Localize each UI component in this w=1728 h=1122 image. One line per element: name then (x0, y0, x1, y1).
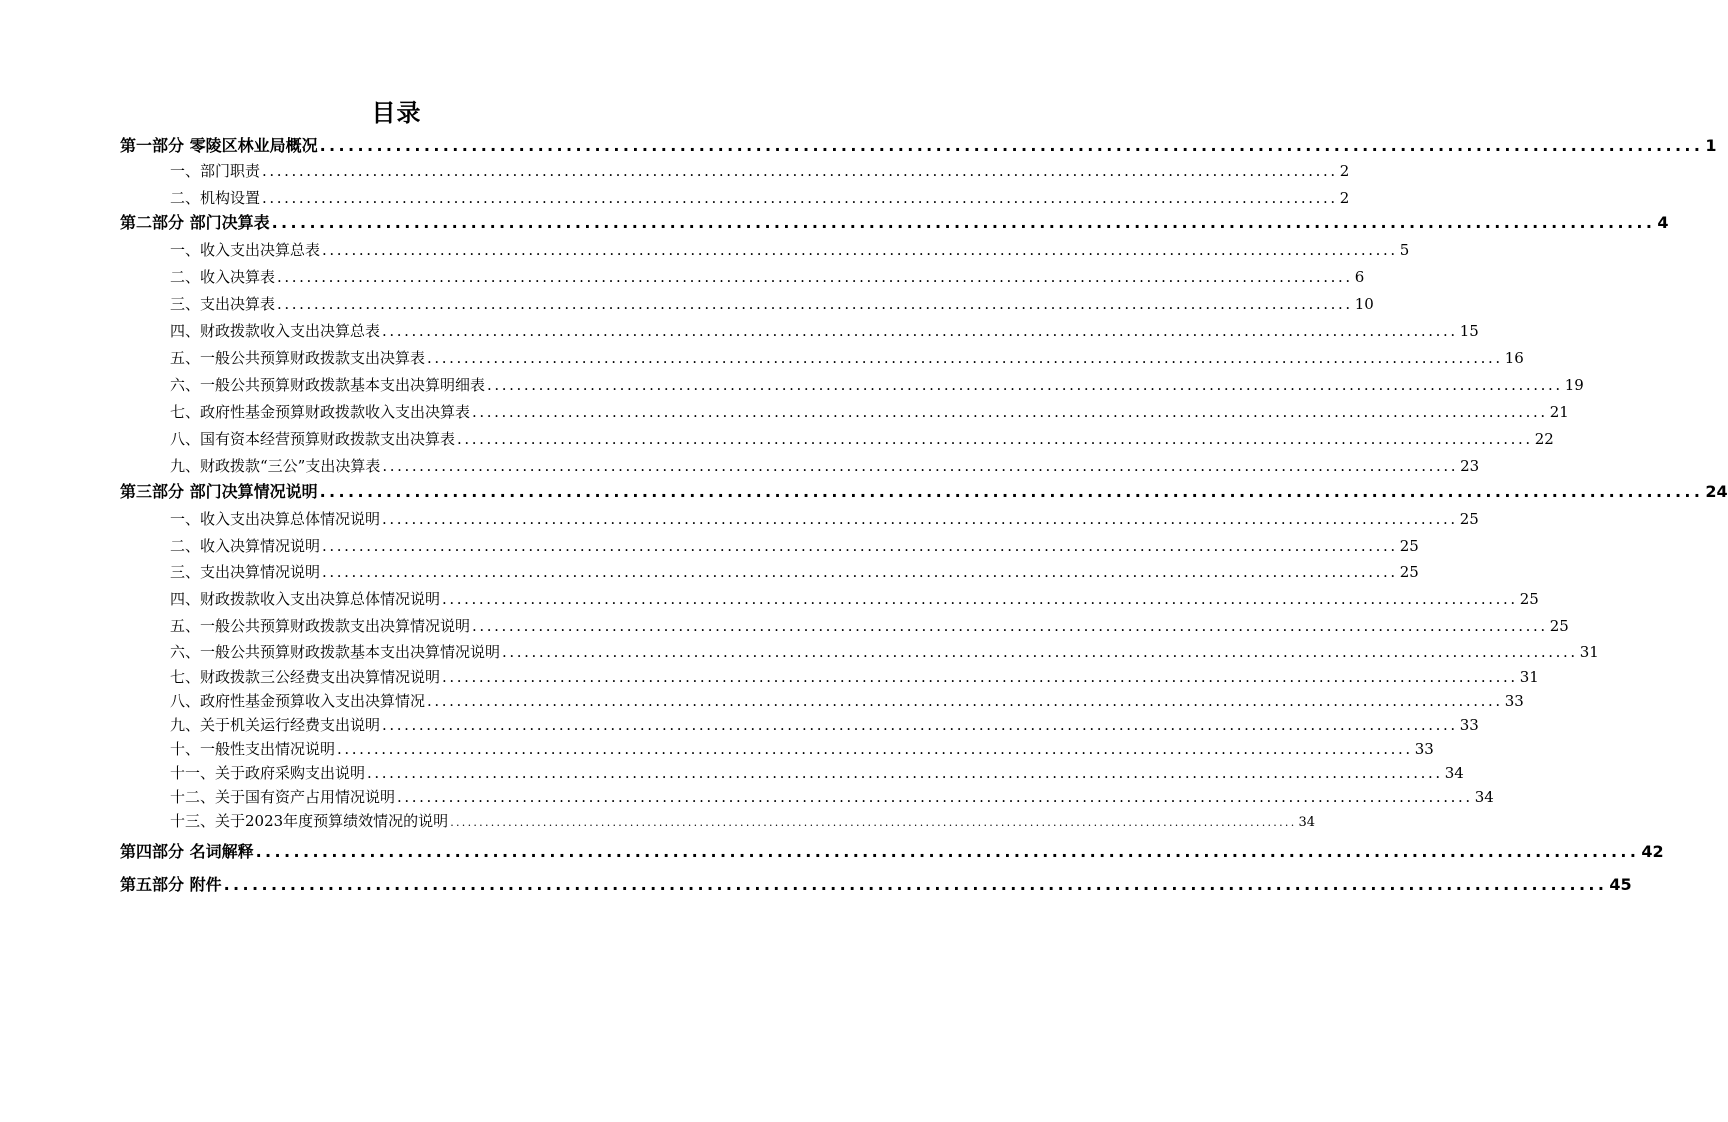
toc-page-number: 25 (1399, 563, 1419, 581)
toc-page-number: 21 (1549, 403, 1569, 421)
toc-item-label: 五、一般公共预算财政拨款支出决算表 (170, 349, 426, 367)
toc-page-number: 4 (1657, 213, 1669, 232)
toc-page-number: 25 (1399, 537, 1419, 555)
toc-leader: .................................................................................................................................................. (397, 788, 1473, 806)
toc-page-number: 15 (1459, 322, 1479, 340)
toc-item-label: 八、政府性基金预算收入支出决算情况 (170, 692, 426, 710)
toc-part-label: 第三部分 部门决算情况说明 (120, 482, 318, 501)
toc-page-number: 31 (1579, 643, 1599, 661)
toc-leader: .................................................................................................................................................. (337, 740, 1413, 758)
toc-item-label: 三、支出决算情况说明 (170, 563, 321, 581)
toc-item[interactable] (170, 427, 1554, 451)
toc-item-label: 四、财政拨款收入支出决算总表 (170, 322, 381, 340)
toc-leader: .................................................................................................................................................. (319, 136, 1704, 155)
toc-item-label: 一、部门职责 (170, 162, 261, 180)
toc-item[interactable] (170, 785, 1494, 809)
toc-page-number: 19 (1564, 376, 1584, 394)
toc-leader: .................................................................................................................................................. (277, 295, 1353, 313)
toc-leader: .................................................................................................................................................. (271, 213, 1656, 232)
toc-leader: .................................................................................................................................................. (442, 590, 1518, 608)
toc-item[interactable] (170, 665, 1539, 689)
toc-page-number: 1 (1705, 136, 1717, 155)
toc-item[interactable] (170, 346, 1524, 370)
toc-part-label: 第二部分 部门决算表 (120, 213, 270, 232)
toc-leader: .................................................................................................................................................. (262, 189, 1338, 207)
toc-leader: .................................................................................................................................................. (322, 563, 1398, 581)
toc-item-label: 九、关于机关运行经费支出说明 (170, 716, 381, 734)
toc-leader: .................................................................................................................................................. (502, 643, 1578, 661)
toc-leader: .................................................................................................................................................. (255, 842, 1640, 861)
toc-item-label: 二、收入决算表 (170, 268, 276, 286)
toc-page-number: 2 (1339, 189, 1350, 207)
toc-page-number: 34 (1298, 815, 1316, 830)
toc-leader: .................................................................................................................................................. (319, 482, 1704, 501)
toc-item[interactable] (170, 373, 1584, 397)
toc-item[interactable] (170, 186, 1350, 210)
toc-leader: .................................................................................................................................................. (427, 349, 1503, 367)
toc-page-number: 42 (1641, 842, 1664, 861)
toc-leader: .................................................................................................................................................. (450, 816, 1297, 829)
toc-item-label: 七、财政拨款三公经费支出决算情况说明 (170, 668, 441, 686)
toc-part-label: 第四部分 名词解释 (120, 842, 254, 861)
toc-item[interactable] (170, 507, 1479, 531)
toc-item-label: 三、支出决算表 (170, 295, 276, 313)
toc-item-label: 八、国有资本经营预算财政拨款支出决算表 (170, 430, 456, 448)
toc-leader: .................................................................................................................................................. (322, 537, 1398, 555)
toc-page-number: 6 (1354, 268, 1365, 286)
toc-item[interactable] (170, 640, 1599, 664)
toc-item-label: 九、财政拨款“三公”支出决算表 (170, 457, 381, 475)
toc-part-1[interactable] (120, 134, 1717, 158)
toc-item-label: 十三、关于2023年度预算绩效情况的说明 (170, 812, 449, 830)
toc-item[interactable] (170, 319, 1479, 343)
toc-item-label: 四、财政拨款收入支出决算总体情况说明 (170, 590, 441, 608)
toc-leader: .................................................................................................................................................. (262, 162, 1338, 180)
toc-item-label: 一、收入支出决算总体情况说明 (170, 510, 381, 528)
toc-item-label: 五、一般公共预算财政拨款支出决算情况说明 (170, 617, 471, 635)
toc-item-label: 十、一般性支出情况说明 (170, 740, 336, 758)
toc-page-number: 2 (1339, 162, 1350, 180)
toc-leader: .................................................................................................................................................. (472, 403, 1548, 421)
toc-item[interactable] (170, 454, 1480, 478)
toc-item-label: 十一、关于政府采购支出说明 (170, 764, 366, 782)
toc-item-label: 二、收入决算情况说明 (170, 537, 321, 555)
toc-leader: .................................................................................................................................................. (427, 692, 1503, 710)
toc-item[interactable] (170, 614, 1569, 638)
toc-leader: .................................................................................................................................................. (367, 764, 1443, 782)
toc-item[interactable] (170, 713, 1479, 737)
toc-leader: .................................................................................................................................................. (442, 668, 1518, 686)
toc-page-number: 24 (1705, 482, 1728, 501)
toc-page-number: 34 (1474, 788, 1494, 806)
toc-part-2[interactable] (120, 211, 1669, 235)
toc-part-label: 第一部分 零陵区林业局概况 (120, 136, 318, 155)
toc-page-number: 23 (1460, 457, 1480, 475)
toc-leader: .................................................................................................................................................. (487, 376, 1563, 394)
toc-leader: .................................................................................................................................................. (457, 430, 1533, 448)
toc-item[interactable] (170, 265, 1365, 289)
toc-item[interactable] (170, 292, 1374, 316)
toc-part-5[interactable] (120, 873, 1632, 897)
toc-page-number: 25 (1459, 510, 1479, 528)
toc-item[interactable] (170, 761, 1464, 785)
toc-page-number: 33 (1414, 740, 1434, 758)
toc-item-label: 六、一般公共预算财政拨款基本支出决算情况说明 (170, 643, 501, 661)
toc-page-number: 33 (1459, 716, 1479, 734)
toc-page-number: 33 (1504, 692, 1524, 710)
toc-item[interactable] (170, 534, 1419, 558)
toc-leader: .................................................................................................................................................. (223, 875, 1608, 894)
toc-page-number: 22 (1534, 430, 1554, 448)
toc-title: 目录 (371, 99, 422, 127)
toc-part-label: 第五部分 附件 (120, 875, 222, 894)
toc-leader: .................................................................................................................................................. (322, 241, 1398, 259)
toc-page-number: 34 (1444, 764, 1464, 782)
toc-item[interactable] (170, 159, 1350, 183)
toc-item[interactable] (170, 587, 1539, 611)
toc-item[interactable] (170, 560, 1419, 584)
toc-item[interactable] (170, 737, 1434, 761)
toc-item[interactable] (170, 809, 1316, 835)
toc-leader: .................................................................................................................................................. (382, 322, 1458, 340)
toc-leader: .................................................................................................................................................. (277, 268, 1353, 286)
toc-leader: .................................................................................................................................................. (472, 617, 1548, 635)
toc-page-number: 10 (1354, 295, 1374, 313)
toc-item[interactable] (170, 689, 1524, 713)
toc-item-label: 一、收入支出决算总表 (170, 241, 321, 259)
toc-item-label: 十二、关于国有资产占用情况说明 (170, 788, 396, 806)
toc-page-number: 5 (1399, 241, 1410, 259)
toc-item-label: 七、政府性基金预算财政拨款收入支出决算表 (170, 403, 471, 421)
toc-item[interactable] (170, 238, 1410, 262)
toc-page-number: 25 (1549, 617, 1569, 635)
toc-part-4[interactable] (120, 840, 1664, 864)
toc-leader: .................................................................................................................................................. (382, 510, 1458, 528)
toc-page-number: 31 (1519, 668, 1539, 686)
toc-item-label: 六、一般公共预算财政拨款基本支出决算明细表 (170, 376, 486, 394)
toc-item-label: 二、机构设置 (170, 189, 261, 207)
toc-page-number: 25 (1519, 590, 1539, 608)
toc-leader: .................................................................................................................................................. (382, 716, 1458, 734)
toc-leader: .................................................................................................................................................. (382, 457, 1459, 475)
toc-page-number: 45 (1609, 875, 1632, 894)
toc-item[interactable] (170, 400, 1569, 424)
toc-page-number: 16 (1504, 349, 1524, 367)
toc-part-3[interactable] (120, 480, 1728, 504)
